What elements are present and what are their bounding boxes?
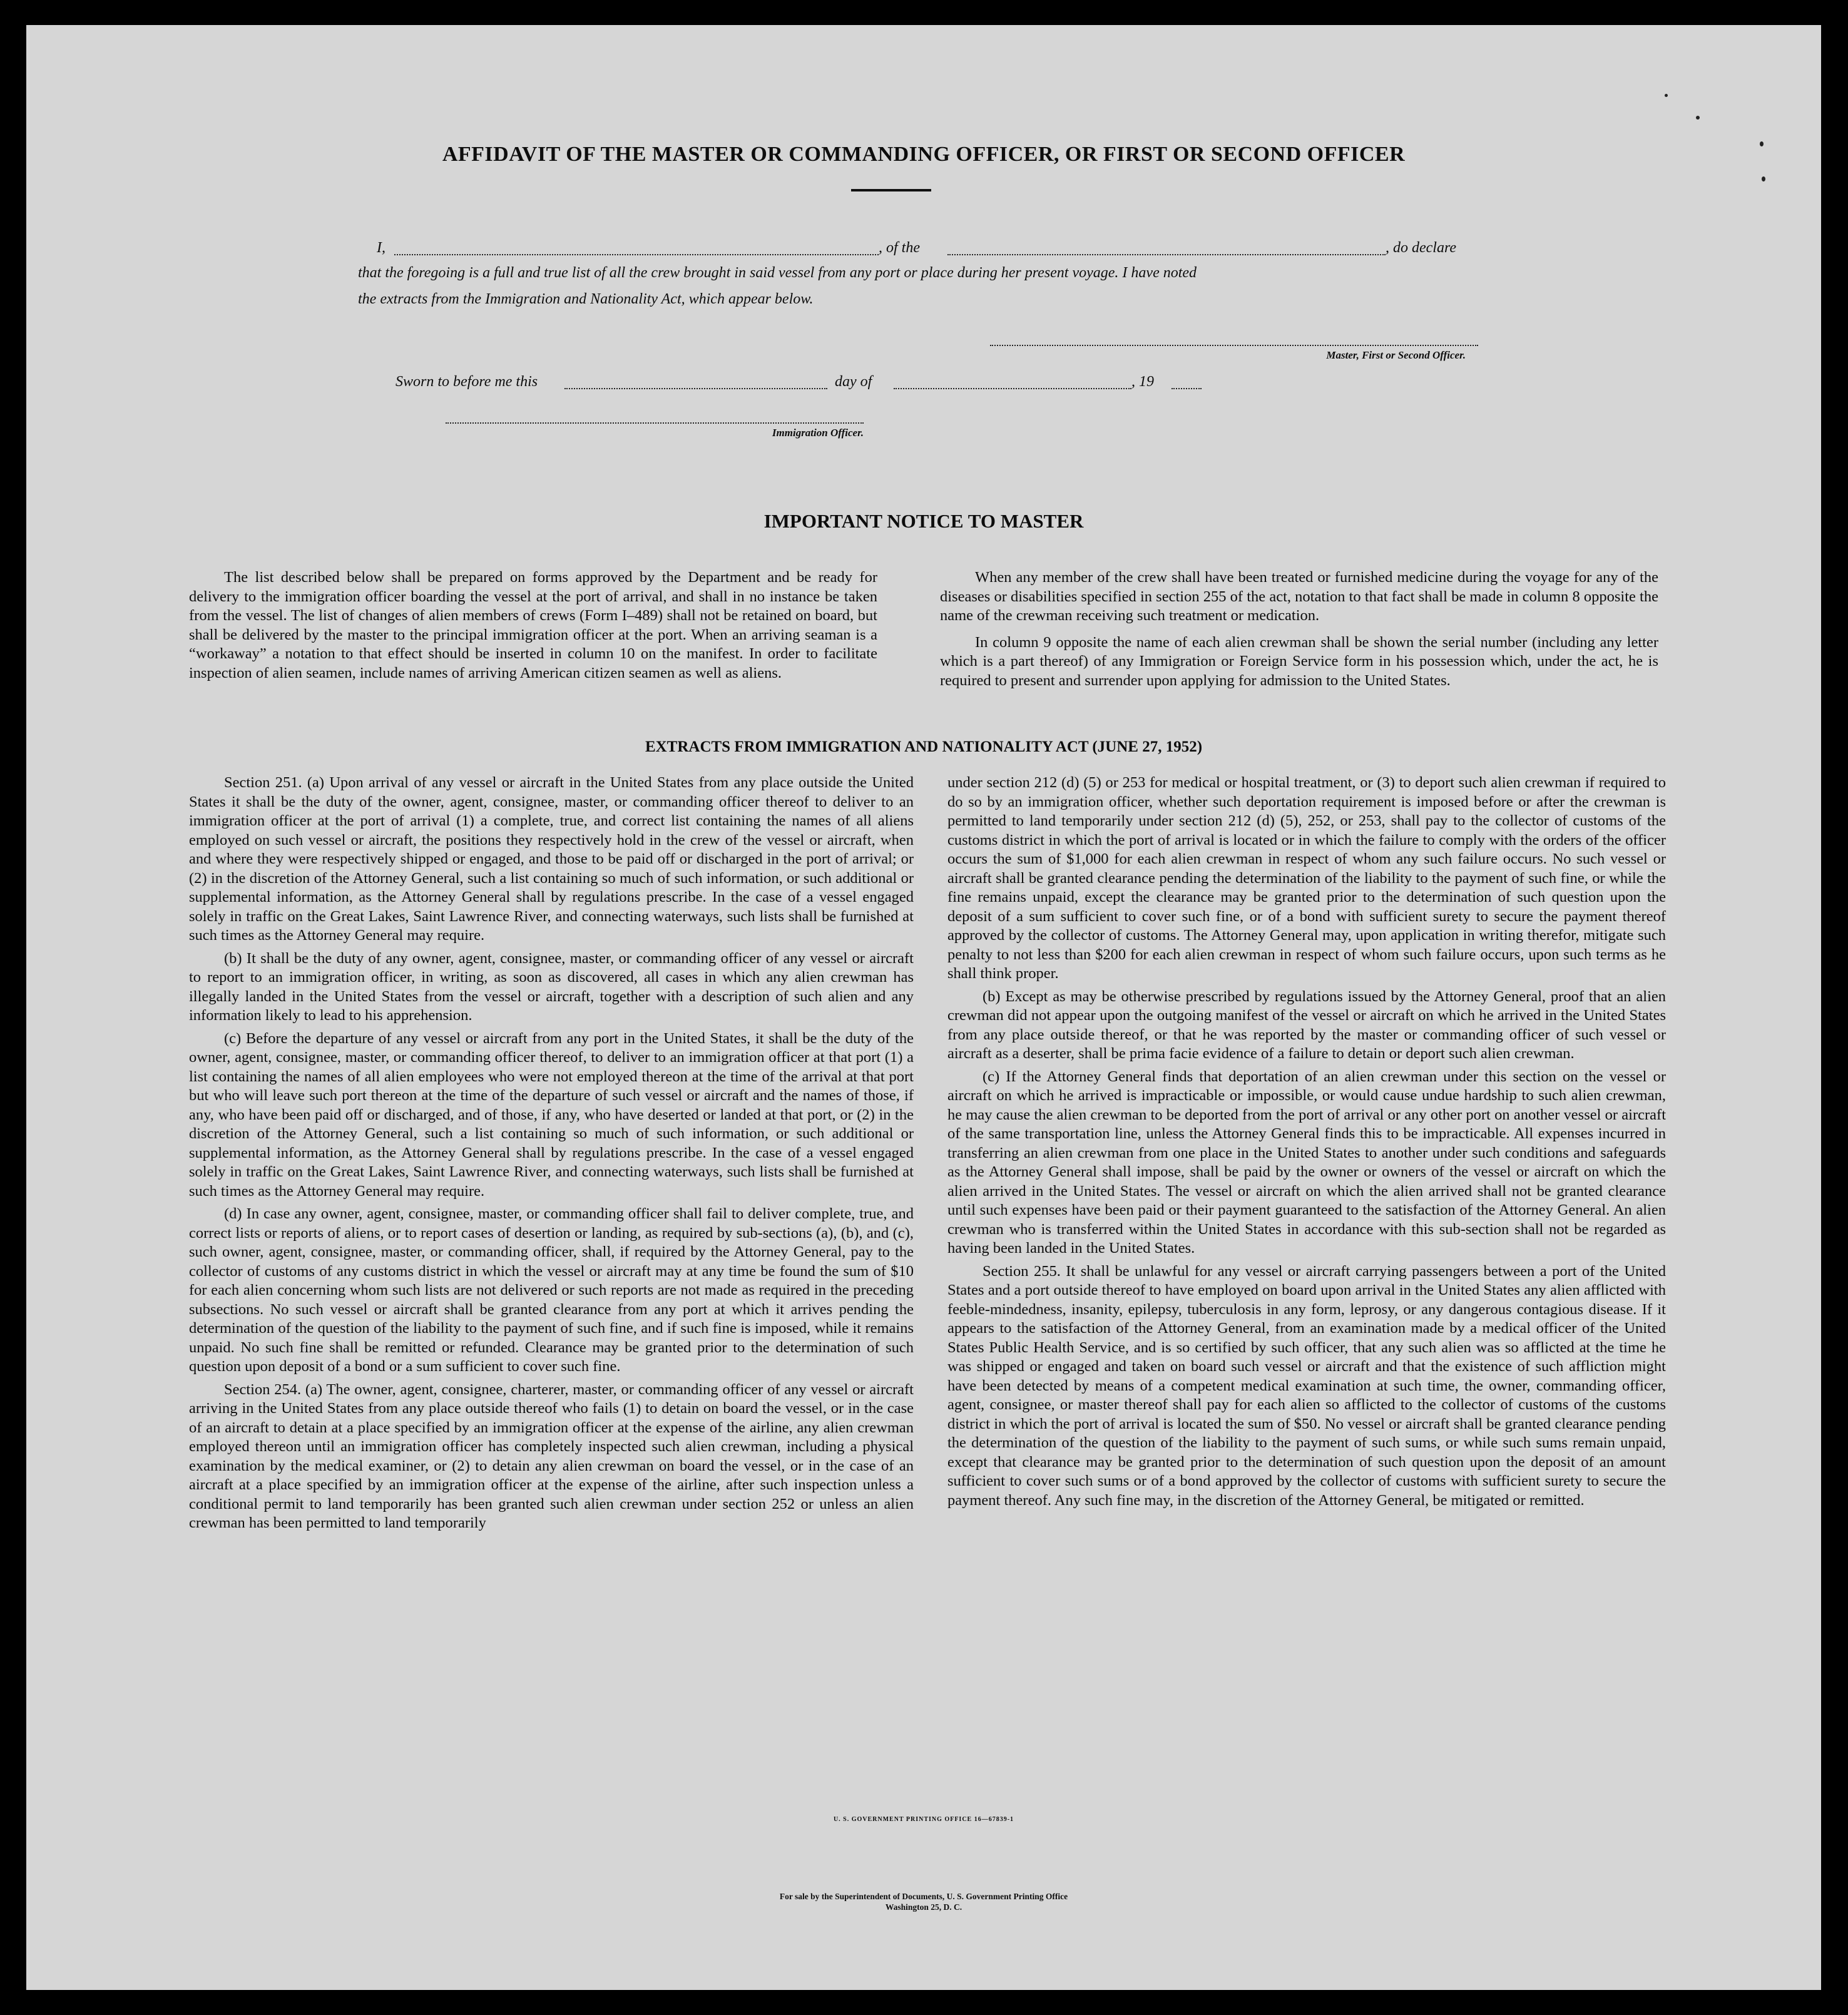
sworn-day-field[interactable]: [564, 387, 827, 389]
sworn-month-field[interactable]: [894, 387, 1131, 389]
declaration-statement-line2: the extracts from the Immigration and Nationality Act, which appear below.: [358, 291, 814, 307]
section-paragraph: (b) Except as may be otherwise prescribed by regulations issued by the Attorney General, proof that an alien crewman did not appear upon the outgoing manifest of the vessel or aircraft on which he arrived in the United States from any place outside thereof, or that he was reported by the master or commanding officer of such vessel or aircraft as a deserter, shall be prima facie evidence of a failure to detain or deport such alien crewman.: [947, 987, 1666, 1062]
declarant-name-field[interactable]: [394, 253, 879, 255]
extracts-left-column: [189, 773, 914, 1537]
sale-notice: [26, 1891, 1821, 1912]
year-label: , 19: [1131, 374, 1154, 390]
notice-paragraph: The list described below shall be prepared on forms approved by the Department and be ready for delivery to the immigration officer boarding the vessel at the port of arrival, and shall in no instance be taken from the vessel. The list of changes of alien members of crews (Form I–489) shall not be retained on board, but shall be delivered by the master to the principal immigration officer at the port. When an arriving seaman is a “workaway” a notation to that effect should be inserted in column 10 on the manifest. In order to facilitate inspection of alien seamen, include names of arriving American citizen seamen as well as aliens.: [189, 569, 877, 681]
section-paragraph: (c) If the Attorney General finds that deportation of an alien crewman under this section on the vessel or aircraft on which he arrived is impracticable or impossible, or would cause undue hardship to such alien crewman, he may cause the alien crewman to be deported from the port of arrival or any other port on another vessel or aircraft of the same transportation line, unless the Attorney General finds this to be impracticable. All expenses incurred in transferring an alien crewman from one place in the United States to another under such conditions and safeguards as the Attorney General shall impose, shall be paid by the owner or owners of the vessel or aircraft on which the alien arrived in the United States. The vessel or aircraft on which the alien arrived shall not be granted clearance until such expenses have been paid or their payment guaranteed to the satisfaction of the Attorney General. An alien crewman who is transferred within the United States in accordance with this sub-section shall not be regarded as having been landed in the United States.: [947, 1068, 1666, 1257]
section-paragraph: Section 254. (a) The owner, agent, consignee, charterer, master, or commanding officer of any vessel or aircraft arriving in the United States from any place outside thereof who fails (1) to detain on board the vessel, or in the case of an aircraft to detain at a place specified by an immigration officer at the expense of the airline, any alien crewman employed thereon until an immigration officer has completely inspected such alien crewman, including a physical examination by the medical examiner, or (2) to detain any alien crewman on board the vessel, or in the case of an aircraft at a place specified by an immigration officer at the expense of the airline, after such inspection unless a conditional permit to land temporarily has been granted such alien crewman under section 252 or unless an alien crewman has been permitted to land temporarily: [189, 1380, 914, 1531]
sworn-label: Sworn to before me this: [396, 374, 538, 390]
section-paragraph: (c) Before the departure of any vessel or aircraft from any port in the United States, it shall be the duty of the owner, agent, consignee, master, or commanding officer thereof, to deliver to an immigration officer at that port (1) a list containing the names of all alien employees who were not employed thereon at the time of the arrival at that port but who will leave such port thereon at the time of the departure of such vessel or aircraft and the names of those, if any, who have been paid off or discharged, and of those, if any, who have deserted or landed at that port, or (2) in the discretion of the Attorney General, such a list containing so much of such information, or such additional or supplemental information, as the Attorney General shall by regulations prescribe. In the case of a vessel engaged solely in traffic on the Great Lakes, Saint Lawrence River, and connecting waterways, such lists shall be furnished at such times as the Attorney General may require.: [189, 1029, 914, 1200]
declaration-i-label: I,: [377, 240, 385, 256]
immigration-officer-signature-field[interactable]: [446, 422, 864, 424]
title-underline: [851, 189, 931, 191]
section-paragraph: (d) In case any owner, agent, consignee, master, or commanding officer shall fail to deliver complete, true, and correct lists or reports of aliens, or to report cases of desertion or landing, as required by sub-sections (a), (b), and (c), such owner, agent, consignee, master, or commanding officer, shall, if required by the Attorney General, pay to the collector of customs of any customs district in which the vessel or aircraft may at any time be found the sum of $10 for each alien concerning whom such lists are not delivered or such reports are not made as required in the preceding subsections. No such vessel or aircraft shall be granted clearance from any port at which it arrives pending the determination of the question of the liability to the payment of such fine, and if such fine is imposed, while it remains unpaid. No such fine shall be remitted or refunded. Clearance may be granted prior to the determination of such question upon deposit of a bond or a sum sufficient to cover such fine.: [189, 1205, 914, 1375]
form-page: [26, 25, 1821, 1990]
extracts-right-column: [947, 773, 1666, 1514]
declaration-statement-line1: that the foregoing is a full and true list of all the crew brought in said vessel from any port or place during her present voyage. I have noted: [358, 265, 1197, 281]
vessel-name-field[interactable]: [947, 253, 1386, 255]
notice-left-column: [189, 568, 877, 686]
printing-office-imprint: U. S. GOVERNMENT PRINTING OFFICE 16—67839-1: [833, 1816, 1014, 1823]
sworn-year-field[interactable]: [1172, 387, 1202, 389]
day-of-label: day of: [835, 374, 872, 390]
section-paragraph: Section 255. It shall be unlawful for any vessel or aircraft carrying passengers between a port of the United States and a port outside thereof to have employed on board upon arrival in the United States any alien afflicted with feeble-mindedness, insanity, epilepsy, tuberculosis in any form, leprosy, or any dangerous contagious disease. If it appears to the satisfaction of the Attorney General, from an examination made by a medical officer of the United States Public Health Service, and is so certified by such officer, that any such alien was so afflicted at the time he was shipped or engaged and taken on board such vessel or aircraft and that the existence of such affliction might have been detected by means of a competent medical examination at such time, the owner, commanding officer, agent, consignee, or master thereof shall pay for each alien so afflicted to the collector of customs of the customs district in which the port of arrival is located the sum of $50. No vessel or aircraft shall be granted clearance pending the determination of the question of the liability to the payment of such sums, or while such sums remain unpaid, except that clearance may be granted prior to the determination of such question upon the deposit of an amount sufficient to cover such sums or of a bond approved by the collector of customs with sufficient surety to secure the payment thereof. Any such fine may, in the discretion of the Attorney General, be mitigated or remitted.: [947, 1262, 1666, 1509]
master-signature-field[interactable]: [990, 344, 1478, 346]
section-paragraph: Section 251. (a) Upon arrival of any vessel or aircraft in the United States from any place outside the United States it shall be the duty of the owner, agent, consignee, master, or commanding officer thereof to deliver to an immigration officer at the port of arrival (1) a complete, true, and correct list containing the names of all aliens employed on such vessel or aircraft, the positions they respectively hold in the crew of the vessel or aircraft, when and where they were respectively shipped or engaged, and those to be paid off or discharged in the port of arrival; or (2) in the discretion of the Attorney General, such a list containing so much of such information, or such additional or supplemental information, as the Attorney General shall by regulations prescribe. In the case of a vessel engaged solely in traffic on the Great Lakes, Saint Lawrence River, and connecting waterways, such lists shall be furnished at such times as the Attorney General may require.: [189, 774, 914, 944]
notice-paragraph: In column 9 opposite the name of each alien crewman shall be shown the serial number (including any letter which is a part thereof) of any Immigration or Foreign Service form in his possession which, under the act, he is required to present and surrender upon applying for admission to the United States.: [940, 633, 1658, 689]
scan-speck: [1665, 94, 1668, 97]
section-paragraph: (b) It shall be the duty of any owner, agent, consignee, master, or commanding officer of any vessel or aircraft to report to an immigration officer, in writing, as soon as discovered, all cases in which any alien crewman has illegally landed in the United States from the vessel or aircraft, together with a description of such alien and any information likely to lead to his apprehension.: [189, 949, 914, 1024]
scan-speck: [1760, 141, 1764, 146]
affidavit-title: AFFIDAVIT OF THE MASTER OR COMMANDING OFFICER, OR FIRST OR SECOND OFFICER: [442, 143, 1406, 166]
immigration-officer-caption: Immigration Officer.: [772, 427, 864, 439]
section-paragraph: under section 212 (d) (5) or 253 for medical or hospital treatment, or (3) to deport such alien crewman if required to do so by an immigration officer, whether such deportation requirement is imposed before or after the crewman is permitted to land temporarily under section 212 (d) (5), 252, or 253, shall pay to the collector of customs of the customs district in which the port of arrival is located or in which the failure to comply with the orders of the officer occurs the sum of $1,000 for each alien crewman in respect of whom any such failure occurs. No such vessel or aircraft shall be granted clearance pending the determination of the liability to the payment of such fine, or while the fine remains unpaid, except the clearance may be granted prior to the determination of such question upon the deposit of a sum sufficient to cover such fine, or of a bond with sufficient surety to secure the payment thereof approved by the collector of customs. The Attorney General may, upon application in writing therefor, mitigate such penalty to not less than $200 for each alien crewman in respect of whom such failure occurs, upon such terms as he shall think proper.: [947, 774, 1666, 982]
scan-speck: [1696, 116, 1700, 120]
sale-notice-line2: Washington 25, D. C.: [885, 1902, 962, 1912]
notice-title: IMPORTANT NOTICE TO MASTER: [763, 510, 1084, 532]
extracts-title: EXTRACTS FROM IMMIGRATION AND NATIONALITY ACT (JUNE 27, 1952): [645, 738, 1203, 755]
scan-speck: [1762, 176, 1765, 181]
do-declare-label: , do declare: [1386, 240, 1457, 256]
notice-right-column: [940, 568, 1658, 694]
notice-paragraph: When any member of the crew shall have been treated or furnished medicine during the voyage for any of the diseases or disabilities specified in section 255 of the act, notation to that fact shall be made in column 8 opposite the name of the crewman receiving such treatment or medication.: [940, 569, 1658, 624]
master-signature-caption: Master, First or Second Officer.: [1326, 349, 1466, 361]
sale-notice-line1: For sale by the Superintendent of Documents, U. S. Government Printing Office: [779, 1892, 1068, 1901]
of-the-label: , of the: [879, 240, 920, 256]
